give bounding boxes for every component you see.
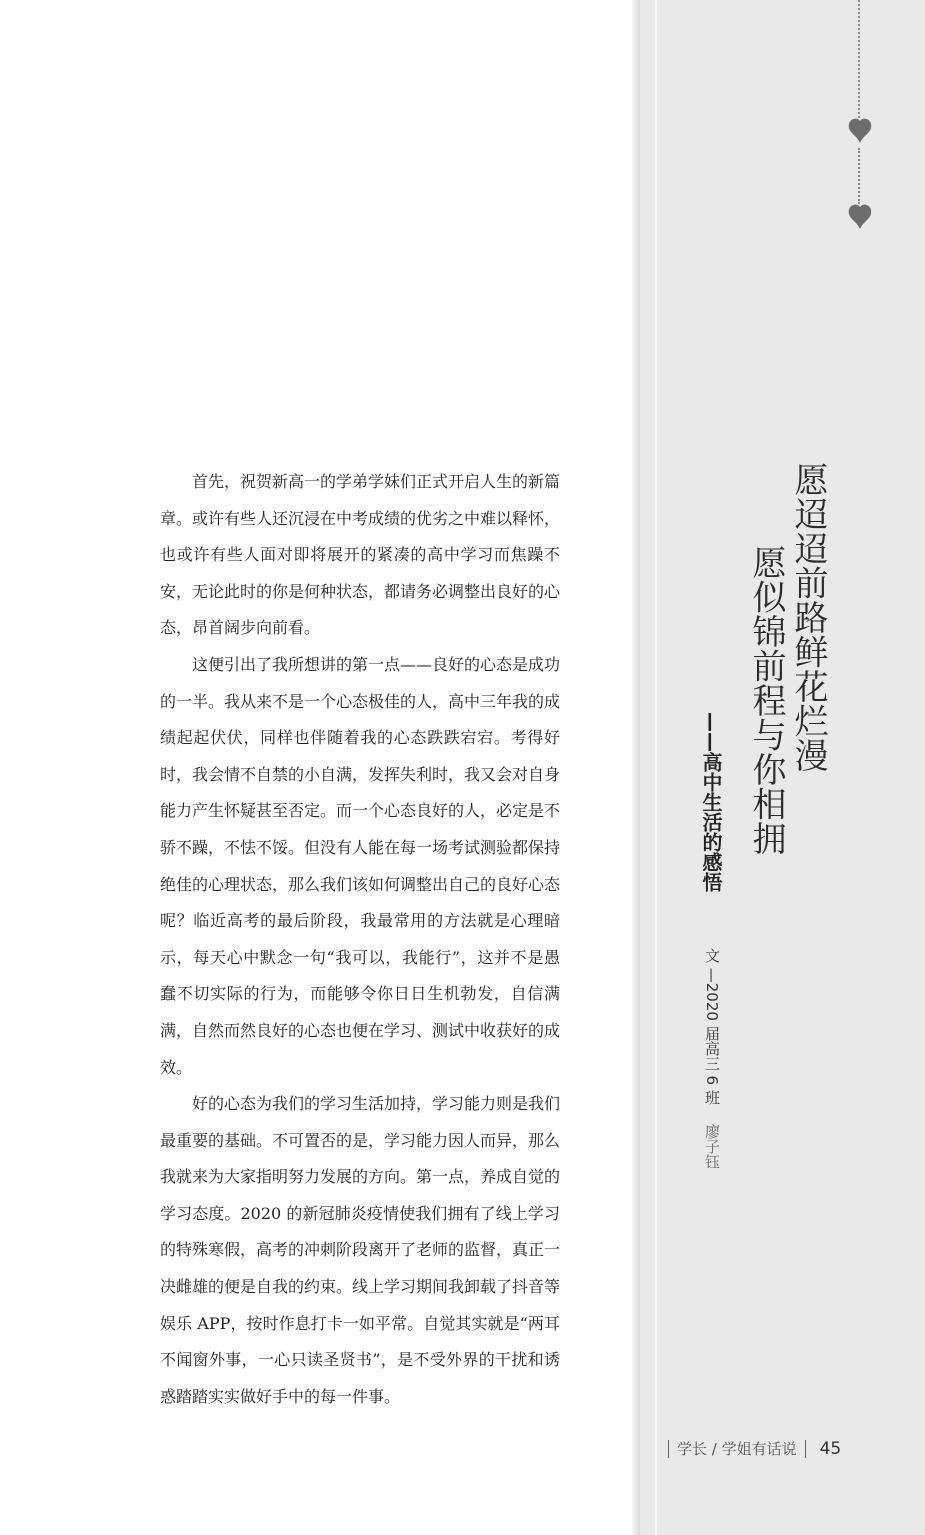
- sidebar-divider: [655, 0, 657, 1535]
- paragraph-2: 这便引出了我所想讲的第一点——良好的心态是成功的一半。我从来不是一个心态极佳的人，高中三年我的成绩起起伏伏，同样也伴随着我的心态跌跌宕宕。考得好时，我会情不自禁的小自满，发挥失利时，我又会对自身能力产生怀疑甚至否定。而一个心态良好的人，必定是不骄不躁，不怯不馁。但没有人能在每一场考试测验都保持绝佳的心理状态，那么我们该如何调整出自己的良好心态呢？临近高考的最后阶段，我最常用的方法就是心理暗示，每天心中默念一句“我可以，我能行”，这并不是愚蠢不切实际的行为，而能够令你日日生机勃发，自信满满，自然而然良好的心态也便在学习、测试中收获好的成效。: [160, 654, 561, 1077]
- footer-divider-left: [668, 1440, 669, 1458]
- title-line-1: 愿迢迢前路鲜花烂漫: [788, 462, 828, 773]
- heart-icon: [845, 116, 875, 146]
- subtitle: ——高中生活的感悟: [699, 712, 723, 892]
- section-label: 学长 / 学姐有话说: [677, 1440, 797, 1458]
- page-footer: [660, 1434, 841, 1464]
- paragraph-1: 首先，祝贺新高一的学弟学妹们正式开启人生的新篇章。或许有些人还沉浸在中考成绩的优劣之中难以释怀，也或许有些人面对即将展开的紧凑的高中学习而焦躁不安，无论此时的你是何种状态，都请务必调整出良好的心态，昂首阔步向前看。: [160, 472, 561, 638]
- article-body: [160, 464, 560, 1415]
- paragraph-3: 好的心态为我们的学习生活加持，学习能力则是我们最重要的基础。不可置否的是，学习能力因人而异，那么我就来为大家指明努力发展的方向。第一点，养成自觉的学习态度。2020 的新冠肺炎疫情使我们拥有了线上学习的特殊寒假，高考的冲刺阶段离开了老师的监督，真正一决雌雄的便是自我的约束。线上学习期间我卸载了抖音等娱乐 APP，按时作息打卡一如平常。自觉其实就是“两耳不闻窗外事，一心只读圣贤书”，是不受外界的干扰和诱惑踏踏实实做好手中的每一件事。: [160, 1094, 561, 1406]
- title-line-2: 愿似锦前程与你相拥: [746, 545, 786, 856]
- author-name: 廖子钰: [703, 1123, 721, 1169]
- dotted-line-middle: [858, 148, 860, 204]
- page-number: 45: [819, 1439, 842, 1459]
- footer-divider-right: [805, 1440, 806, 1458]
- author-byline: 文 —2020 届高三 6 班: [703, 948, 721, 1105]
- dotted-line-top: [858, 0, 860, 118]
- heart-icon: [845, 202, 875, 232]
- author-credit: [700, 948, 724, 1169]
